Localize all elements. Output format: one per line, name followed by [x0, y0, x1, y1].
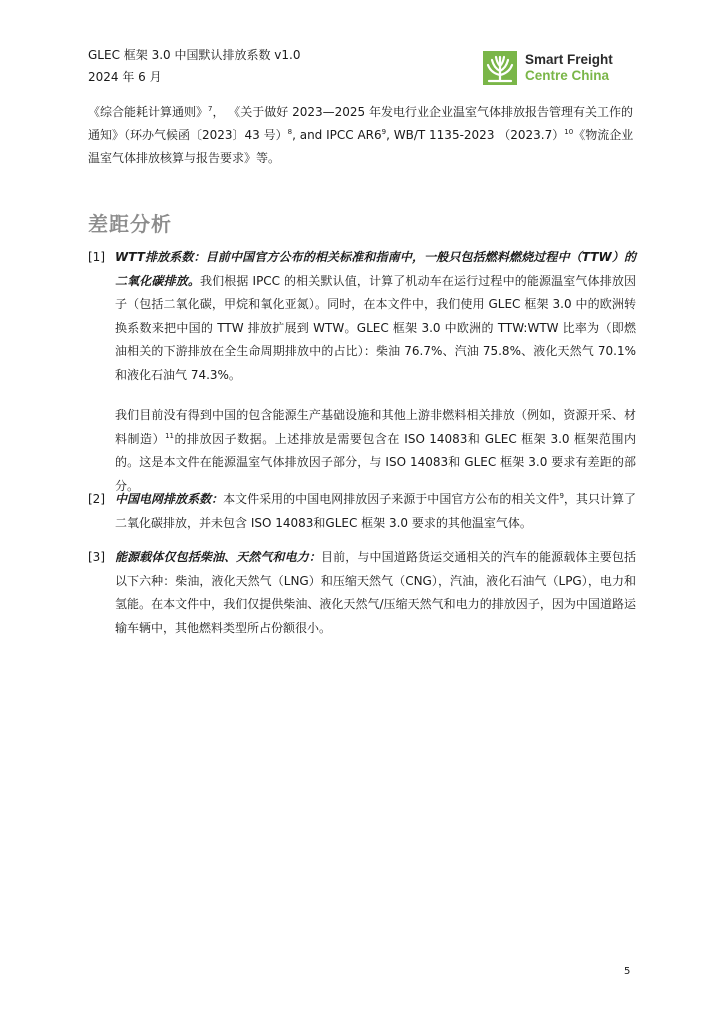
intro-text-4: , WB/T 1135-2023 （2023.7） [386, 128, 565, 142]
intro-text-3: , and IPCC AR6 [292, 128, 382, 142]
list-item-lead: 能源载体仅包括柴油、天然气和电力： [115, 550, 322, 564]
list-item-text: ，其只计算了二氧化碳排放，并未包含 ISO 14083和GLEC 框架 3.0 要求的其他温室气体。 [115, 492, 636, 530]
list-item-lead: 中国电网排放系数： [115, 492, 224, 506]
document-date: 2024 年 6 月 [88, 70, 162, 84]
list-item [88, 246, 636, 387]
list-item-body [115, 488, 636, 535]
footnote-ref: 11 [165, 431, 175, 440]
logo-line-1: Smart Freight [525, 52, 613, 67]
section-heading: 差距分析 [88, 212, 172, 236]
intro-paragraph [88, 101, 636, 170]
footnote-ref: 8 [287, 128, 293, 136]
logo-line-2: Centre China [525, 68, 610, 83]
page-header [88, 44, 300, 88]
footnote-ref: 9 [381, 128, 387, 136]
footnote-ref: 7 [208, 105, 213, 113]
list-item-text: 本文件采用的中国电网排放因子来源于中国官方公布的相关文件 [223, 492, 560, 506]
smart-freight-logo [483, 48, 643, 88]
list-item-number: [1] [88, 250, 105, 264]
tree-logo-icon [483, 51, 517, 85]
footnote-ref: 10 [564, 128, 574, 136]
list-item-text: 我们根据 IPCC 的相关默认值，计算了机动车在运行过程中的能源温室气体排放因子（包括二氧化碳，甲烷和氧化亚氮）。同时，在本文件中，我们使用 GLEC 框架 3.0 中的欧洲转换系数来把中国的 TTW 排放扩展到 WTW。GLEC 框架 3.0 中欧洲的 TTW:WTW 比率为（即燃油相关的下游排放在全生命周期排放中的占比）：柴油 76.7%、汽油 75.8%、液化天然气 70.1% 和液化石油气 74.3%。 [115, 273, 636, 382]
logo-wordmark [525, 52, 613, 84]
intro-text-5: 《物流企业温室气体排放核算与报告要求》等。 [88, 128, 634, 165]
intro-text-1: 《综合能耗计算通则》 [88, 105, 209, 119]
document-title: GLEC 框架 3.0 中国默认排放系数 v1.0 [88, 48, 301, 62]
list-item [88, 546, 636, 640]
list-item-text: 目前，与中国道路货运交通相关的汽车的能源载体主要包括以下六种：柴油，液化天然气（LNG）和压缩天然气（CNG），汽油，液化石油气（LPG），电力和氢能。在本文件中，我们仅提供柴油、液化天然气/压缩天然气和电力的排放因子，因为中国道路运输车辆中，其他燃料类型所占份额很小。 [115, 550, 636, 635]
list-item-lead: WTT排放系数：目前中国官方公布的相关标准和指南中，一般只包括燃料燃烧过程中（TTW）的二氧化碳排放。 [115, 250, 636, 288]
list-item-body [115, 546, 636, 640]
list-item-number: [3] [88, 550, 105, 564]
body-paragraph [115, 404, 636, 498]
list-item-body [115, 246, 636, 387]
paragraph-text: 我们目前没有得到中国的包含能源生产基础设施和其他上游非燃料相关排放（例如，资源开采、材料制造） [115, 408, 636, 446]
page-number: 5 [624, 966, 631, 977]
paragraph-text: 的排放因子数据。上述排放是需要包含在 ISO 14083和 GLEC 框架 3.0 框架范围内的。这是本文件在能源温室气体排放因子部分，与 ISO 14083和 GLEC 框架 3.0 要求有差距的部分。 [115, 431, 636, 493]
list-item-number: [2] [88, 492, 105, 506]
intro-text-2: ， 《关于做好 2023—2025 年发电行业企业温室气体排放报告管理有关工作的通知》（环办气候函〔2023〕43 号） [88, 105, 634, 142]
list-item [88, 488, 636, 535]
footnote-ref: 9 [559, 492, 564, 500]
